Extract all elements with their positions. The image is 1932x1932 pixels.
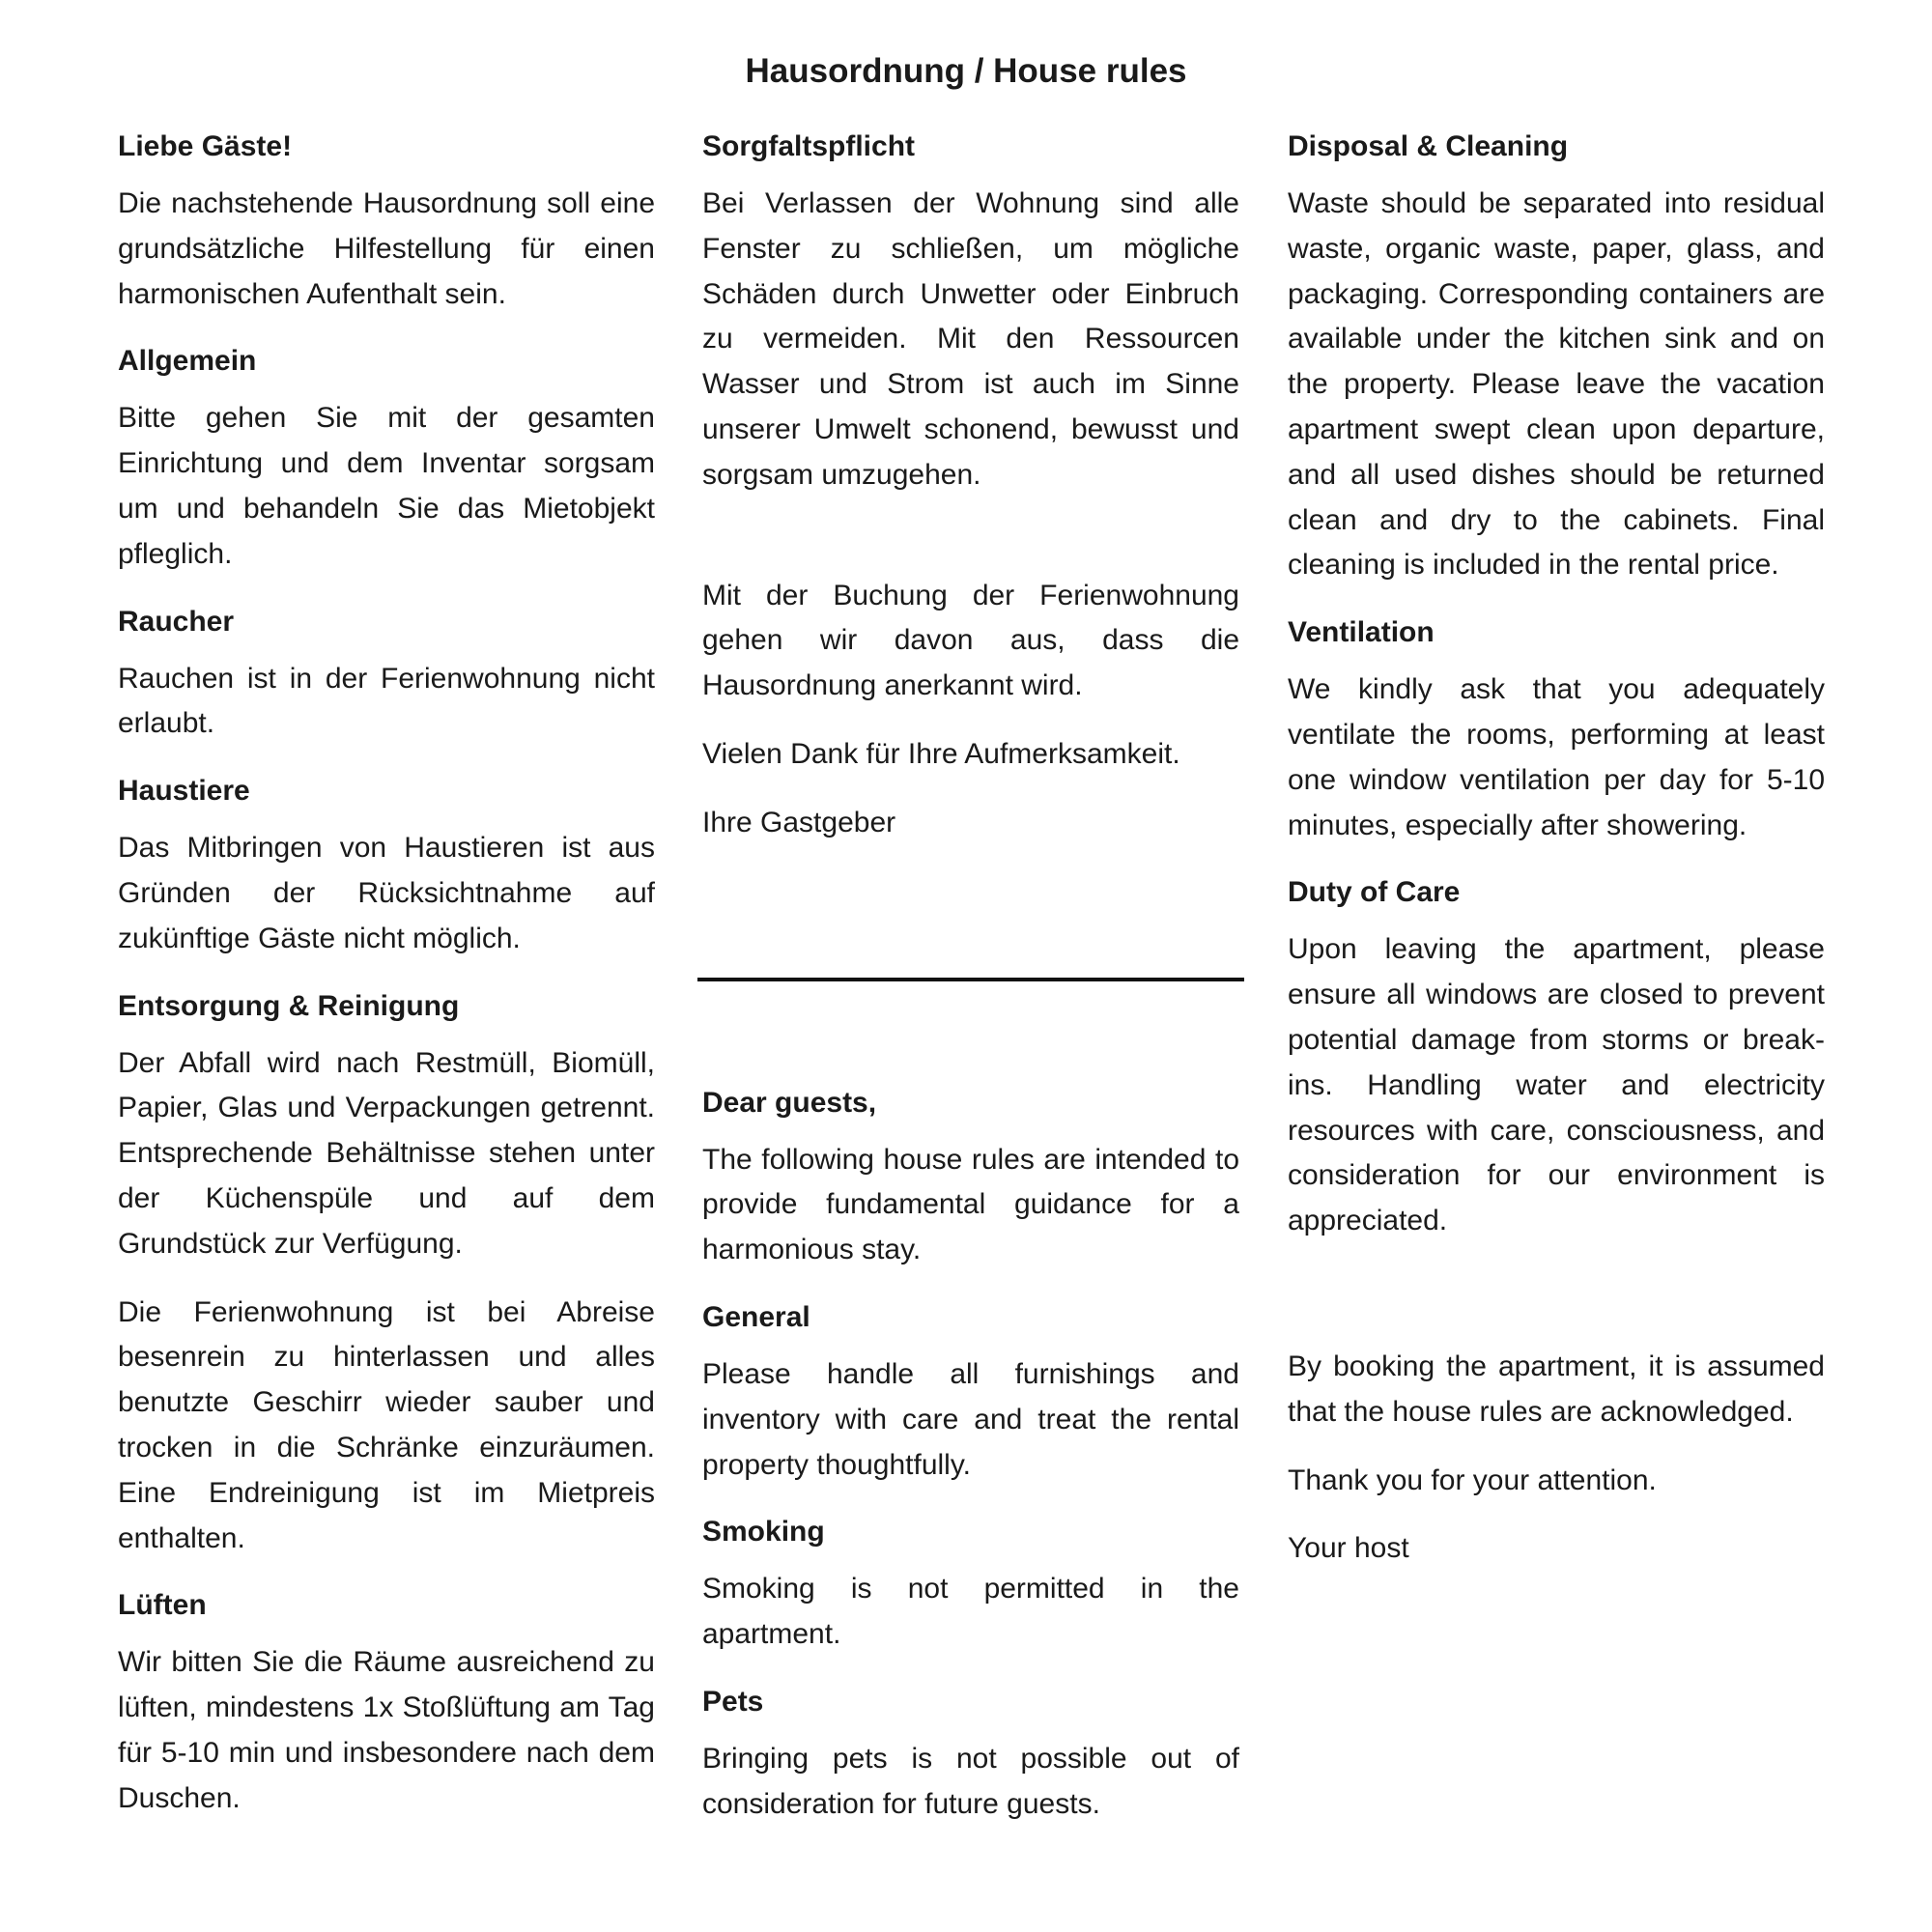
ventilation-heading-en: Ventilation — [1288, 616, 1435, 649]
section-divider — [697, 978, 1244, 981]
smoking-heading-en: Smoking — [702, 1516, 825, 1548]
intro-text-en: The following house rules are intended to provide fundamental guidance for a harmonious stay. — [702, 1143, 1239, 1266]
general-heading-de: Allgemein — [118, 345, 257, 378]
intro-text-de: Die nachstehende Hausordnung soll eine grundsätzliche Hilfestellung für einen harmonischen Aufenthalt sein. — [118, 187, 655, 310]
greeting-heading-en: Dear guests, — [702, 1086, 877, 1119]
column-english-2 — [1288, 126, 1825, 1595]
pets-heading-en: Pets — [702, 1685, 764, 1718]
booking-text-en: By booking the apartment, it is assumed that the house rules are acknowledged. — [1288, 1350, 1825, 1428]
greeting-heading-de: Liebe Gäste! — [118, 130, 293, 162]
care-text-de: Bei Verlassen der Wohnung sind alle Fenster zu schließen, um mögliche Schäden durch Unwetter oder Einbruch zu vermeiden. Mit den Ressourcen Wasser und Strom ist auch im Sinne unserer Umwelt schonend, bewusst und sorgsam umzugehen. — [702, 187, 1239, 491]
disposal-text-de-1: Der Abfall wird nach Restmüll, Biomüll, Papier, Glas und Verpackungen getrennt. Entsprechende Behältnisse stehen unter der Küchenspüle und auf dem Grundstück zur Verfügung. — [118, 1046, 655, 1260]
column-german-1 — [118, 126, 655, 1845]
column-middle — [702, 126, 1239, 1851]
signoff-de: Ihre Gastgeber — [702, 806, 896, 838]
pets-heading-de: Haustiere — [118, 775, 250, 808]
care-heading-de: Sorgfaltspflicht — [702, 130, 916, 162]
pets-text-en: Bringing pets is not possible out of consideration for future guests. — [702, 1742, 1239, 1820]
thanks-text-en: Thank you for your attention. — [1288, 1463, 1657, 1496]
pets-text-de: Das Mitbringen von Haustieren ist aus Gründen der Rücksichtnahme auf zukünftige Gäste nicht möglich. — [118, 832, 655, 954]
disposal-text-de-2: Die Ferienwohnung ist bei Abreise besenrein zu hinterlassen und alles benutzte Geschirr wieder sauber und trocken in die Schränke einzuräumen. Eine Endreinigung ist im Mietpreis enthalten. — [118, 1295, 655, 1554]
general-text-de: Bitte gehen Sie mit der gesamten Einrichtung und dem Inventar sorgsam um und behandeln Sie das Mietobjekt pfleglich. — [118, 402, 655, 570]
general-text-en: Please handle all furnishings and inventory with care and treat the rental property thoughtfully. — [702, 1357, 1239, 1481]
care-text-en: Upon leaving the apartment, please ensure all windows are closed to prevent potential damage from storms or break-ins. Handling water and electricity resources with care, consciousness, and consideration for our environment is appreciated. — [1288, 933, 1825, 1237]
ventilation-text-de: Wir bitten Sie die Räume ausreichend zu lüften, mindestens 1x Stoßlüftung am Tag für 5-10 min und insbesondere nach dem Duschen. — [118, 1646, 655, 1814]
general-heading-en: General — [702, 1300, 810, 1333]
ventilation-heading-de: Lüften — [118, 1589, 207, 1622]
disposal-heading-de: Entsorgung & Reinigung — [118, 989, 460, 1022]
ventilation-text-en: We kindly ask that you adequately ventilate the rooms, performing at least one window ventilation per day for 5-10 minutes, especially after showering. — [1288, 673, 1825, 841]
disposal-heading-en: Disposal & Cleaning — [1288, 130, 1569, 162]
booking-text-de: Mit der Buchung der Ferienwohnung gehen wir davon aus, dass die Hausordnung anerkannt wird. — [702, 579, 1239, 702]
thanks-text-de: Vielen Dank für Ihre Aufmerksamkeit. — [702, 737, 1180, 770]
smoking-heading-de: Raucher — [118, 605, 235, 638]
care-heading-en: Duty of Care — [1288, 876, 1461, 909]
signoff-en: Your host — [1288, 1532, 1409, 1565]
page-title: Hausordnung / House rules — [745, 52, 1187, 90]
smoking-text-en: Smoking is not permitted in the apartment. — [702, 1573, 1239, 1651]
disposal-text-en: Waste should be separated into residual waste, organic waste, paper, glass, and packaging. Corresponding containers are available under the kitchen sink and on the property. Please leave the vacation apartment swept clean upon departure, and all used dishes should be returned clean and dry to the cabinets. Final cleaning is included in the rental price. — [1288, 187, 1825, 582]
smoking-text-de: Rauchen ist in der Ferienwohnung nicht erlaubt. — [118, 662, 655, 740]
